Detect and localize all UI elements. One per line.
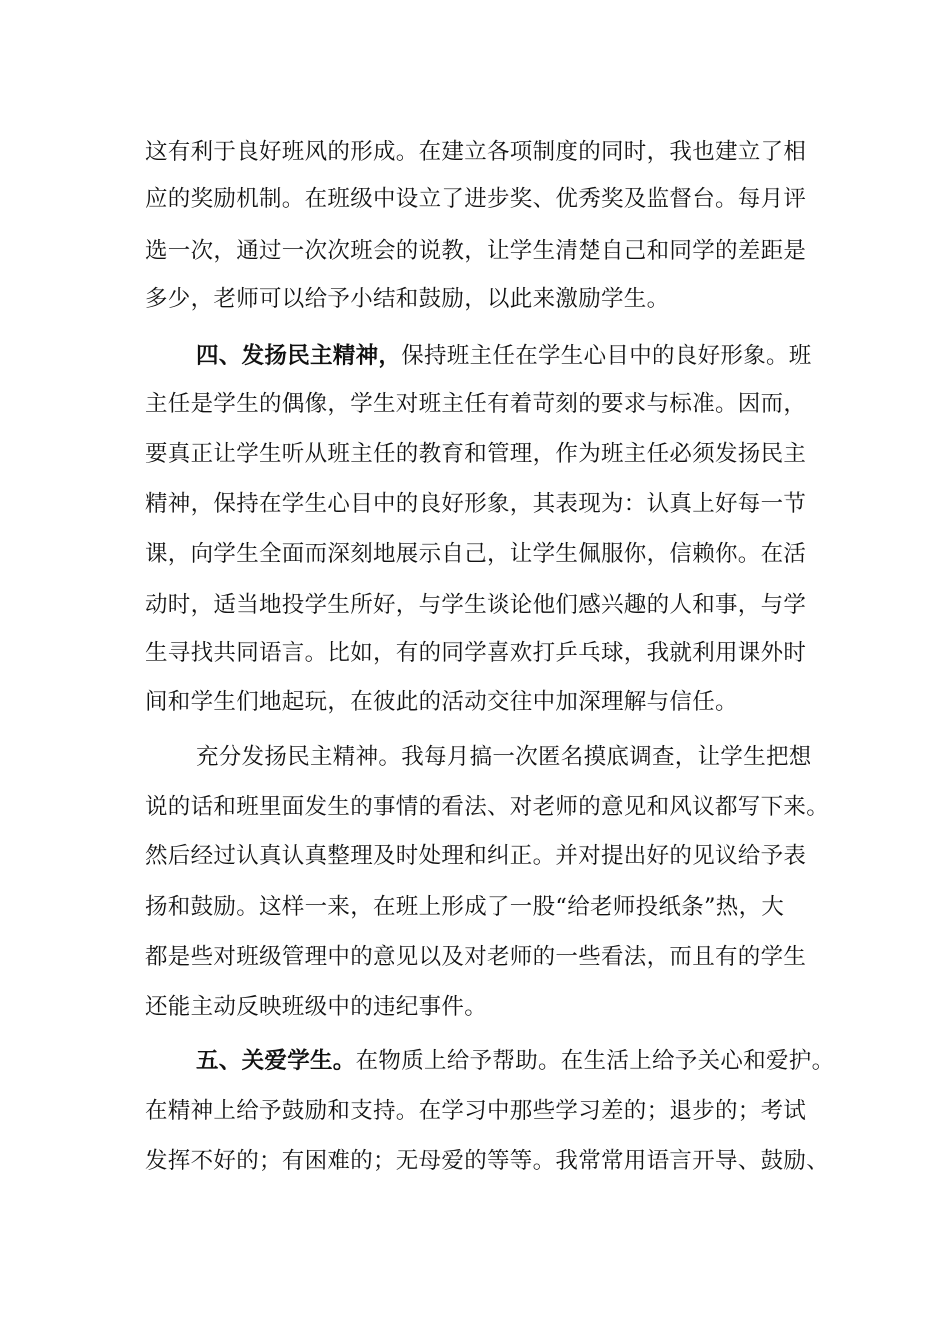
paragraph-2-line-4: 精神，保持在学生心目中的良好形象，其表现为：认真上好每一节 xyxy=(145,491,807,517)
paragraph-3-line-2: 说的话和班里面发生的事情的看法、对老师的意见和风议都写下来。 xyxy=(145,794,830,820)
section-heading-5: 五、关爱学生。 xyxy=(196,1048,356,1074)
paragraph-2-line-2: 主任是学生的偶像，学生对班主任有着苛刻的要求与标准。因而， xyxy=(145,391,807,417)
paragraph-3-line-5: 都是些对班级管理中的意见以及对老师的一些看法，而且有的学生 xyxy=(145,944,807,970)
paragraph-4-line-1 xyxy=(196,1046,836,1076)
paragraph-1-line-4: 多少，老师可以给予小结和鼓励，以此来激励学生。 xyxy=(145,286,670,312)
paragraph-2-line-1 xyxy=(196,341,836,371)
paragraph-2-line-6: 动时，适当地投学生所好，与学生谈论他们感兴趣的人和事，与学 xyxy=(145,592,807,618)
paragraph-1-line-3: 选一次，通过一次次班会的说教，让学生清楚自己和同学的差距是 xyxy=(145,238,807,264)
paragraph-3-line-4: 扬和鼓励。这样一来，在班上形成了一股“给老师投纸条”热，大 xyxy=(145,894,785,920)
paragraph-4-line-2: 在精神上给予鼓励和支持。在学习中那些学习差的；退步的；考试 xyxy=(145,1098,807,1124)
paragraph-1-line-2: 应的奖励机制。在班级中设立了进步奖、优秀奖及监督台。每月评 xyxy=(145,186,807,212)
paragraph-4-first-line-text: 在物质上给予帮助。在生活上给予关心和爱护。 xyxy=(355,1048,835,1074)
paragraph-1-line-1: 这有利于良好班风的形成。在建立各项制度的同时，我也建立了相 xyxy=(145,139,807,165)
paragraph-2-line-3: 要真正让学生听从班主任的教育和管理，作为班主任必须发扬民主 xyxy=(145,441,807,467)
paragraph-2-line-5: 课，向学生全面而深刻地展示自己，让学生佩服你，信赖你。在活 xyxy=(145,541,807,567)
paragraph-3-line-1: 充分发扬民主精神。我每月搞一次匿名摸底调查，让学生把想 xyxy=(196,744,812,770)
paragraph-4-line-3: 发挥不好的；有困难的；无母爱的等等。我常常用语言开导、鼓励、 xyxy=(145,1148,830,1174)
paragraph-2-first-line-text: 保持班主任在学生心目中的良好形象。班 xyxy=(401,343,812,369)
paragraph-3-line-3: 然后经过认真认真整理及时处理和纠正。并对提出好的见议给予表 xyxy=(145,843,807,869)
section-heading-4: 四、发扬民主精神， xyxy=(196,343,402,369)
paragraph-2-line-7: 生寻找共同语言。比如，有的同学喜欢打乒乓球，我就利用课外时 xyxy=(145,640,807,666)
paragraph-2-line-8: 间和学生们地起玩，在彼此的活动交往中加深理解与信任。 xyxy=(145,689,738,715)
paragraph-3-line-6: 还能主动反映班级中的违纪事件。 xyxy=(145,994,488,1020)
